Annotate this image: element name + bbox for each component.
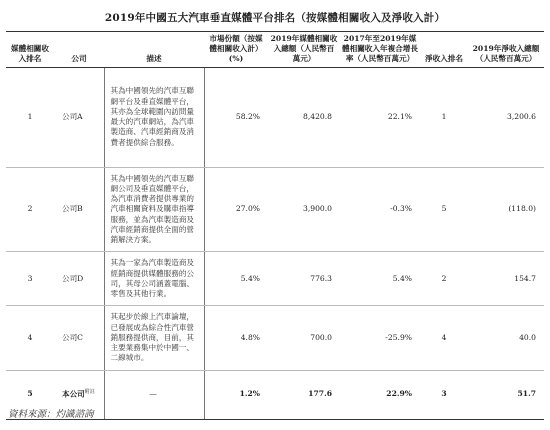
rank-cell: 4 — [6, 306, 54, 370]
net-income-cell: 51.7 — [468, 370, 544, 419]
revenue-cell: 3,900.0 — [268, 167, 340, 252]
company-cell: 公司A — [54, 67, 104, 167]
description-cell: 其為一家為汽車製造商及經銷商提供媒體服務的公司，其母公司涵蓋電腦、零售及其他行業。 — [104, 252, 204, 306]
ranking-table — [6, 31, 544, 420]
header-row — [6, 32, 544, 68]
header-market-share: 市場份額（按媒體相關收入計）(%) — [204, 32, 268, 68]
company-cell: 公司C — [54, 306, 104, 370]
table-row — [6, 306, 544, 370]
cagr-cell: 22.1% — [340, 67, 420, 167]
revenue-cell: 776.3 — [268, 252, 340, 306]
net-rank-cell: 2 — [420, 252, 468, 306]
net-rank-cell: 4 — [420, 306, 468, 370]
company-name: 本公司 — [62, 389, 85, 399]
description-cell: 其為中國領先的汽車互聯網平台及垂直媒體平台，其亦為全球範圍內訪問量最大的汽車網站，為汽車製造商、汽車經銷商及消費者提供綜合服務。 — [104, 67, 204, 167]
description-cell: 其為中國領先的汽車互聯網公司及垂直媒體平台，為汽車消費者提供專業的汽車相關資料及購車指導服務，並為汽車製造商及汽車經銷商提供全面的營銷解決方案。 — [104, 167, 204, 252]
description-cell: 其起步於線上汽車論壇，已發展成為綜合性汽車營銷服務提供商，目前，其主要業務集中於中國一、二線城市。 — [104, 306, 204, 370]
description-cell: — — [104, 370, 204, 419]
rank-cell: 2 — [6, 167, 54, 252]
net-income-cell: 154.7 — [468, 252, 544, 306]
share-cell: 4.8% — [204, 306, 268, 370]
table-row — [6, 67, 544, 167]
revenue-cell: 8,420.8 — [268, 67, 340, 167]
cagr-cell: 5.4% — [340, 252, 420, 306]
net-income-cell: 40.0 — [468, 306, 544, 370]
share-cell: 5.4% — [204, 252, 268, 306]
rank-cell: 5 — [6, 370, 54, 419]
table-row — [6, 167, 544, 252]
header-revenue: 2019年媒體相關收入總額（人民幣百萬元） — [268, 32, 340, 68]
revenue-cell: 700.0 — [268, 306, 340, 370]
table-title: 2019年中國五大汽車垂直媒體平台排名（按媒體相關收入及淨收入計） — [104, 12, 446, 24]
net-income-cell: (118.0) — [468, 167, 544, 252]
header-description: 描述 — [104, 32, 204, 68]
share-cell: 27.0% — [204, 167, 268, 252]
net-rank-cell: 1 — [420, 67, 468, 167]
source-note: 資料來源：灼識諮詢 — [8, 409, 94, 420]
cagr-cell: -25.9% — [340, 306, 420, 370]
cagr-cell: 22.9% — [340, 370, 420, 419]
revenue-cell: 177.6 — [268, 370, 340, 419]
footnote-marker: 附註 — [84, 389, 95, 396]
header-net-income: 2019年淨收入總額（人民幣百萬元） — [468, 32, 544, 68]
header-rank: 媒體相關收入排名 — [6, 32, 54, 68]
rank-cell: 3 — [6, 252, 54, 306]
company-cell: 公司D — [54, 252, 104, 306]
header-cagr: 2017年至2019年媒體相關收入年複合增長率（人民幣百萬元） — [340, 32, 420, 68]
cagr-cell: -0.3% — [340, 167, 420, 252]
company-cell: 公司B — [54, 167, 104, 252]
table-row — [6, 252, 544, 306]
net-rank-cell: 5 — [420, 167, 468, 252]
share-cell: 1.2% — [204, 370, 268, 419]
net-rank-cell: 3 — [420, 370, 468, 419]
share-cell: 58.2% — [204, 67, 268, 167]
header-net-rank: 淨收入排名 — [420, 32, 468, 68]
net-income-cell: 3,200.6 — [468, 67, 544, 167]
header-company: 公司 — [54, 32, 104, 68]
rank-cell: 1 — [6, 67, 54, 167]
